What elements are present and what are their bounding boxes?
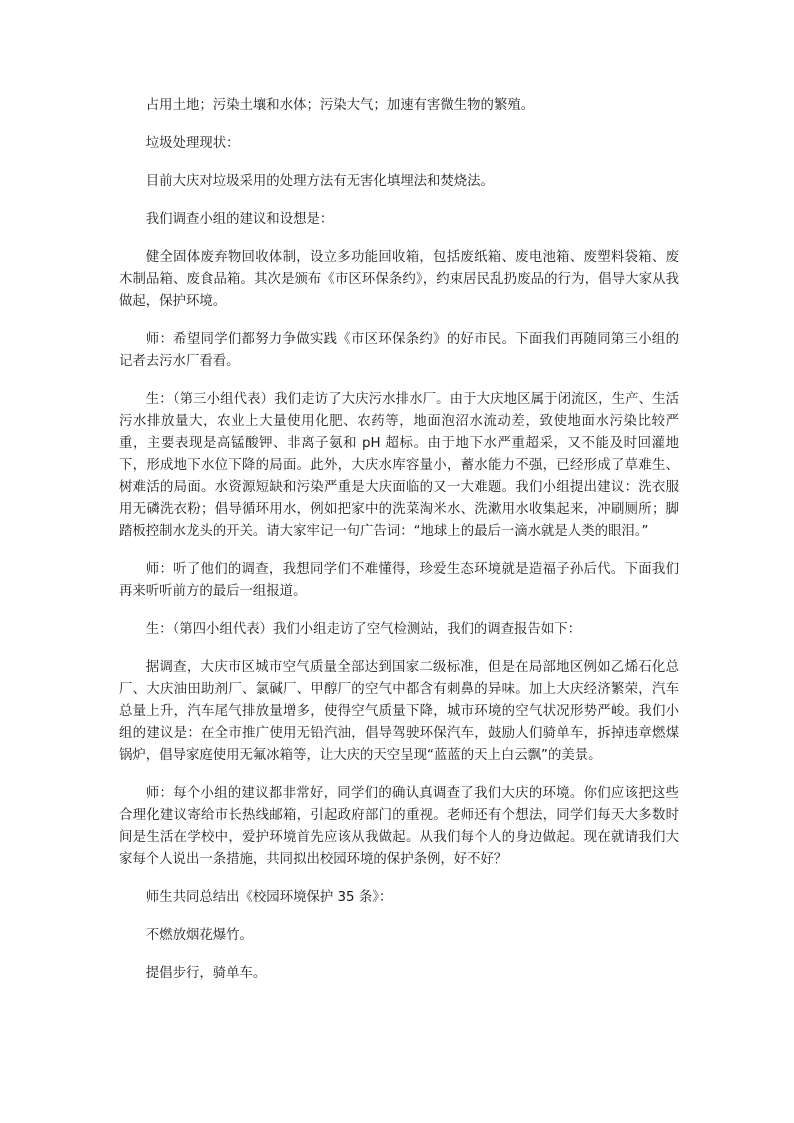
paragraph-rule-fireworks: 不燃放烟花爆竹。 <box>145 928 253 943</box>
paragraph-harms: 占用土地；污染土壤和水体；污染大气；加速有害微生物的繁殖。 <box>145 98 535 113</box>
paragraph-rule-walking: 提倡步行，骑单车。 <box>145 966 267 981</box>
paragraph-air-survey: 据调查，大庆市区城市空气质量全部达到国家二级标准，但是在局部地区例如乙烯石化总厂、大庆油田助剂厂、氯碱厂、甲醇厂的空气中都含有刺鼻的异味。加上大庆经济繁荣，汽车总量上升，汽车尾气排放量增多，使得空气质量下降，城市环境的空气状况形势严峻。我们小组的建议是：在全市推广使用无铅汽油，倡导驾驶环保汽车，鼓励人们骑单车，拆掉违章燃煤锅炉，倡导家庭使用无氟冰箱等，让大庆的天空呈现“蓝蓝的天上白云飘”的美景。 <box>119 660 679 763</box>
paragraph-teacher-transition-2: 师：听了他们的调查，我想同学们不难懂得，珍爱生态环境就是造福子孙后代。下面我们再来听听前方的最后一组报道。 <box>119 562 679 599</box>
paragraph-status-heading: 垃圾处理现状： <box>145 136 240 151</box>
paragraph-group4-intro: 生：（第四小组代表）我们小组走访了空气检测站，我们的调查报告如下： <box>145 622 581 637</box>
document-body <box>119 95 679 1001</box>
paragraph-group3-report: 生：（第三小组代表）我们走访了大庆污水排水厂。由于大庆地区属于闭流区，生产、生活污水排放量大，农业上大量使用化肥、农药等，地面泡沼水流动差，致使地面水污染比较严重，主要表现是高锰酸钾、非离子氨和 pH 超标。由于地下水严重超采，又不能及时回灌地下，形成地下水位下降的局面。此外，大庆水库容量小，蓄水能力不强，已经形成了草难生、树难活的局面。水资源短缺和污染严重是大庆面临的又一大难题。我们小组提出建议：洗衣服用无磷洗衣粉；倡导循环用水，例如把家中的洗菜淘米水、洗漱用水收集起来，冲刷厕所；脚踏板控制水龙头的开关。请大家牢记一句广告词：“地球上的最后一滴水就是人类的眼泪。” <box>119 392 679 539</box>
paragraph-teacher-transition-1: 师：希望同学们都努力争做实践《市区环保条约》的好市民。下面我们再随同第三小组的记者去污水厂看看。 <box>119 332 679 369</box>
paragraph-campus-rules-heading: 师生共同总结出《校园环境保护 35 条》： <box>145 890 393 905</box>
paragraph-suggestion-heading: 我们调查小组的建议和设想是： <box>145 212 334 227</box>
paragraph-current-methods: 目前大庆对垃圾采用的处理方法有无害化填埋法和焚烧法。 <box>145 174 494 189</box>
paragraph-teacher-summary: 师：每个小组的建议都非常好，同学们的确认真调查了我们大庆的环境。你们应该把这些合理化建议寄给市长热线邮箱，引起政府部门的重视。老师还有个想法，同学们每天大多数时间是生活在学校中，爱护环境首先应该从我做起。从我们每个人的身边做起。现在就请我们大家每个人说出一条措施，共同拟出校园环境的保护条例，好不好？ <box>119 786 679 867</box>
paragraph-recycling-suggestion: 健全固体废弃物回收体制，设立多功能回收箱，包括废纸箱、废电池箱、废塑料袋箱、废木制品箱、废食品箱。其次是颁布《市区环保条约》，约束居民乱扔废品的行为，倡导大家从我做起，保护环境。 <box>119 250 679 309</box>
